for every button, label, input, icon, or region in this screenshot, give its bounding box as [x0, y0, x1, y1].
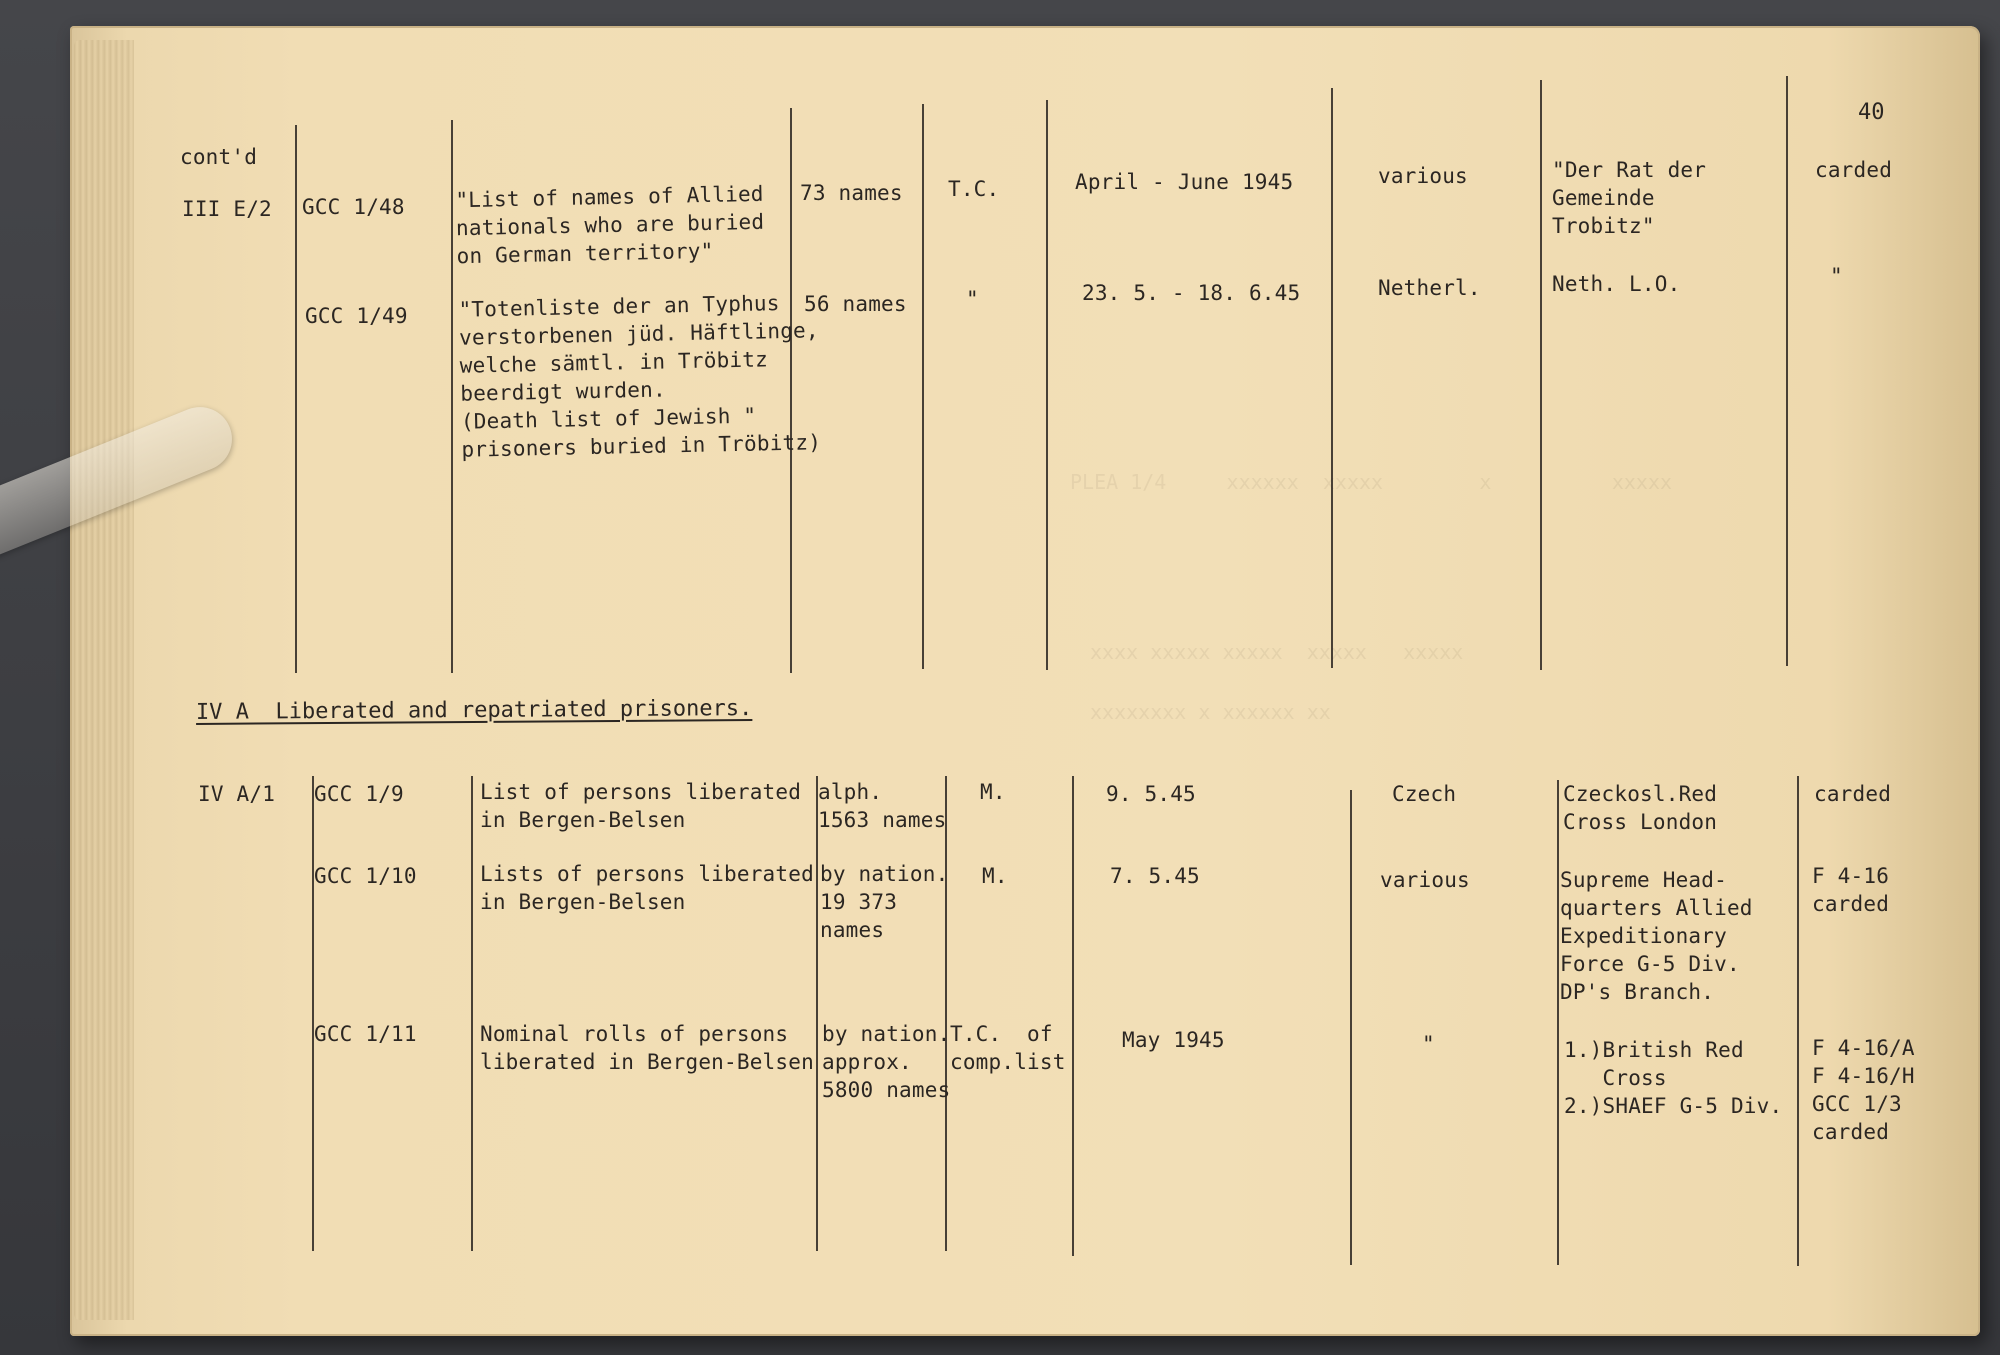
column-rule [1797, 776, 1799, 1266]
record-count: by nation. 19 373 names [820, 862, 949, 942]
record-count: 73 names [800, 181, 903, 205]
record-type: " [966, 287, 979, 311]
record-count: by nation. approx. 5800 names [822, 1022, 951, 1102]
column-rule [816, 776, 818, 1251]
ref-number: GCC 1/9 [314, 782, 404, 806]
record-type: M. [980, 780, 1006, 804]
column-rule [922, 104, 924, 669]
column-rule [451, 120, 453, 673]
record-title: "List of names of Allied nationals who are buried on German territory" [455, 181, 765, 269]
record-nationality: Netherl. [1378, 276, 1481, 300]
record-count: 56 names [804, 292, 907, 316]
page-number: 40 [1858, 100, 1885, 125]
column-rule [312, 776, 314, 1251]
record-date: 7. 5.45 [1110, 864, 1200, 888]
column-rule [1540, 80, 1542, 670]
record-type: T.C. [948, 177, 1000, 201]
record-title: "Totenliste der an Typhus verstorbenen jüd. Häftlinge, welche sämtl. in Tröbitz beerdigt wurden. (Death list of Jewish " prisoners buried in Tröbitz) [458, 291, 822, 462]
column-rule [945, 776, 947, 1251]
record-title: Lists of persons liberated in Bergen-Belsen [480, 862, 814, 914]
ref-number: GCC 1/48 [302, 195, 405, 219]
record-nationality: various [1378, 164, 1468, 188]
column-rule [1072, 776, 1074, 1256]
column-rule [1557, 780, 1559, 1265]
page-stack-edge [74, 40, 134, 1320]
record-remarks: carded [1814, 782, 1892, 806]
section-code: IV A/1 [198, 782, 276, 806]
record-source: 1.)British Red Cross 2.)SHAEF G-5 Div. [1564, 1038, 1783, 1118]
section-heading: IV A Liberated and repatriated prisoners. [195, 696, 753, 725]
record-title: Nominal rolls of persons liberated in Bergen-Belsen [480, 1022, 814, 1074]
record-date: 9. 5.45 [1106, 782, 1196, 806]
record-source: "Der Rat der Gemeinde Trobitz" [1552, 158, 1707, 238]
record-date: May 1945 [1122, 1028, 1225, 1052]
record-date: April - June 1945 [1075, 170, 1294, 194]
record-nationality: various [1380, 868, 1470, 892]
ref-number: GCC 1/49 [305, 304, 408, 328]
contd-label: cont'd [180, 145, 258, 169]
column-rule [1331, 88, 1333, 668]
column-rule [1046, 100, 1048, 670]
record-remarks: F 4-16/A F 4-16/H GCC 1/3 carded [1812, 1036, 1915, 1144]
record-source: Czeckosl.Red Cross London [1563, 782, 1718, 834]
record-nationality: " [1422, 1032, 1435, 1056]
record-title: List of persons liberated in Bergen-Belsen [480, 780, 802, 832]
record-count: alph. 1563 names [818, 780, 947, 832]
column-rule [471, 776, 473, 1251]
record-date: 23. 5. - 18. 6.45 [1082, 281, 1301, 305]
record-remarks: " [1830, 264, 1843, 288]
record-source: Supreme Head- quarters Allied Expeditionary Force G-5 Div. DP's Branch. [1560, 868, 1753, 1004]
record-source: Neth. L.O. [1552, 272, 1681, 296]
record-nationality: Czech [1392, 782, 1457, 806]
column-rule [1786, 76, 1788, 666]
column-rule [295, 125, 297, 673]
record-remarks: carded [1815, 158, 1893, 182]
column-rule [1350, 790, 1352, 1265]
ref-number: GCC 1/11 [314, 1022, 417, 1046]
record-type: M. [982, 864, 1008, 888]
record-remarks: F 4-16 carded [1812, 864, 1890, 916]
record-type: T.C. of comp.list [950, 1022, 1066, 1074]
ref-number: GCC 1/10 [314, 864, 417, 888]
section-code: III E/2 [182, 197, 272, 221]
